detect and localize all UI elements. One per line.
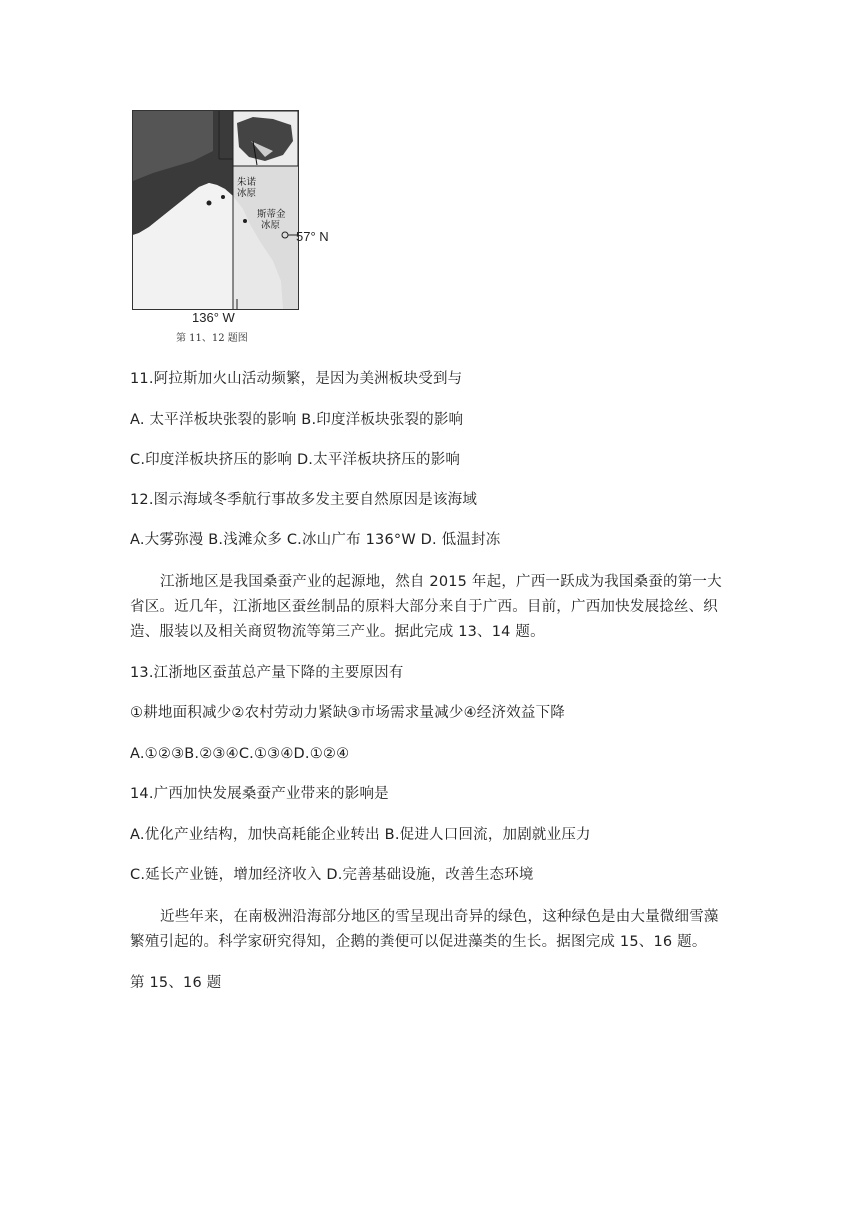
question-14: 14.广西加快发展桑蚕产业带来的影响是 — [130, 786, 389, 802]
passage-1-line-1: 江浙地区是我国桑蚕产业的起源地，然自 2015 年起，广西一跃成为我国桑蚕的第一大 — [160, 574, 722, 590]
map-label-sitijin: 斯蒂金 冰原 — [257, 209, 286, 231]
question-13: 13.江浙地区蚕茧总产量下降的主要原因有 — [130, 665, 404, 681]
question-12: 12.图示海域冬季航行事故多发主要自然原因是该海域 — [130, 492, 478, 508]
question-13-items: ①耕地面积减少②农村劳动力紧缺③市场需求量减少④经济效益下降 — [130, 705, 565, 721]
question-11-options-2: C.印度洋板块挤压的影响 D.太平洋板块挤压的影响 — [130, 452, 461, 468]
question-14-options-1: A.优化产业结构，加快高耗能企业转出 B.促进人口回流，加剧就业压力 — [130, 827, 591, 843]
map-label-zhunuo: 朱诺 冰原 — [237, 177, 257, 199]
map-figure — [132, 110, 299, 310]
question-14-options-2: C.延长产业链，增加经济收入 D.完善基础设施，改善生态环境 — [130, 867, 534, 883]
figure-caption: 第 11、12 题图 — [176, 333, 248, 344]
passage-2-line-2: 繁殖引起的。科学家研究得知，企鹅的粪便可以促进藻类的生长。据图完成 15、16 题。 — [130, 934, 707, 950]
longitude-label: 136° W — [192, 310, 235, 325]
passage-1-line-2: 省区。近几年，江浙地区蚕丝制品的原料大部分来自于广西。目前，广西加快发展捻丝、织 — [130, 599, 718, 615]
question-11-options-1: A. 太平洋板块张裂的影响 B.印度洋板块张裂的影响 — [130, 412, 464, 428]
latitude-label: 57° N — [296, 229, 329, 244]
figure-15-16-label: 第 15、16 题 — [130, 975, 222, 991]
passage-2-line-1: 近些年来，在南极洲沿海部分地区的雪呈现出奇异的绿色，这种绿色是由大量微细雪藻 — [160, 909, 719, 925]
passage-1-line-3: 造、服装以及相关商贸物流等第三产业。据此完成 13、14 题。 — [130, 624, 545, 640]
question-11: 11.阿拉斯加火山活动频繁，是因为美洲板块受到与 — [130, 371, 463, 387]
question-12-options: A.大雾弥漫 B.浅滩众多 C.冰山广布 136°W D. 低温封冻 — [130, 532, 501, 548]
question-13-options: A.①②③B.②③④C.①③④D.①②④ — [130, 746, 350, 762]
